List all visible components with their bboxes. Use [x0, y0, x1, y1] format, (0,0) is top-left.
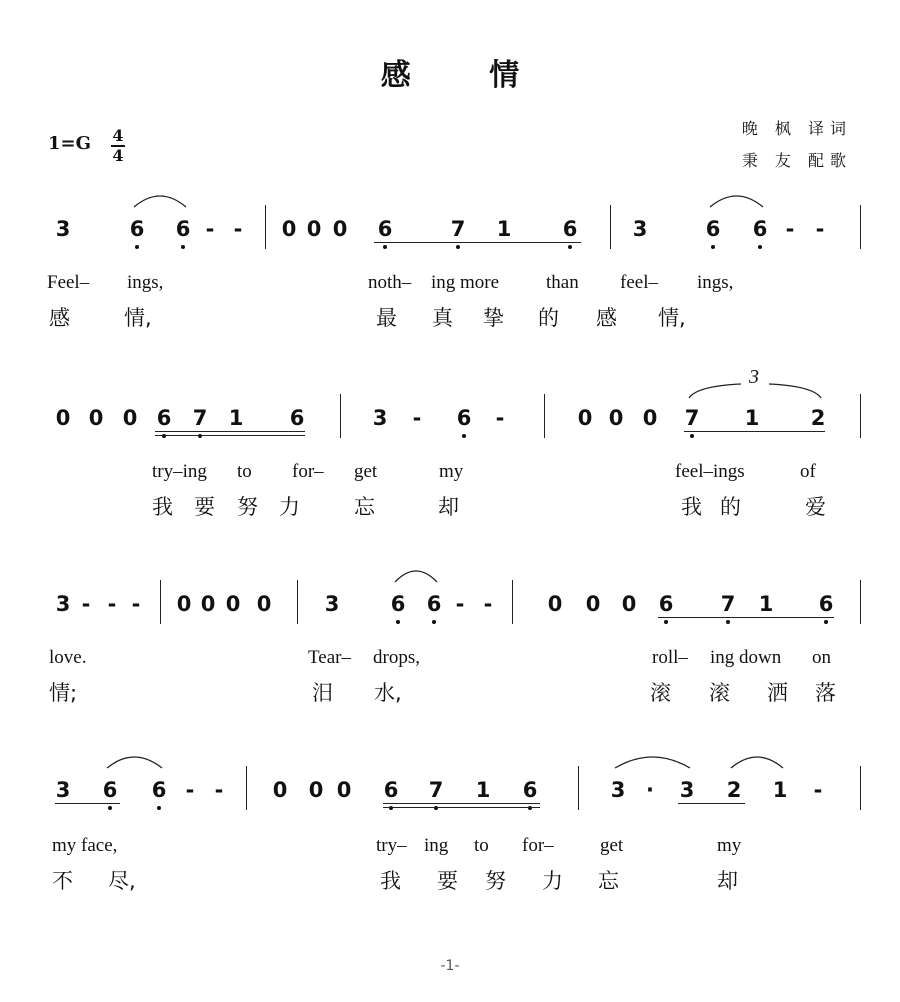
lyric-chinese: 我	[681, 495, 702, 519]
note: 6	[156, 406, 172, 430]
note: 1	[228, 406, 244, 430]
note: 3	[324, 592, 340, 616]
note: 0	[642, 406, 658, 430]
lyric-chinese: 滚	[650, 681, 671, 705]
tie-slur	[393, 564, 439, 584]
lyric-chinese: 忘	[598, 869, 619, 893]
lyric-chinese: 力	[542, 869, 563, 893]
lyric-english: on	[812, 647, 831, 668]
lyric-english: my face,	[52, 835, 118, 856]
lyric-chinese: 力	[279, 495, 300, 519]
note: 6	[705, 217, 721, 241]
note: 3	[679, 778, 695, 802]
lyric-english: to	[474, 835, 489, 856]
hold-dash: -	[205, 217, 215, 241]
note: 3	[55, 778, 71, 802]
lyric-chinese: 汨	[312, 681, 333, 705]
note: 2	[726, 778, 742, 802]
lyric-english: try–	[376, 835, 407, 856]
hold-dash: -	[107, 592, 117, 616]
hold-dash: -	[131, 592, 141, 616]
lyric-english: noth–	[368, 272, 412, 293]
note: 0	[55, 406, 71, 430]
note: 0	[577, 406, 593, 430]
lyric-english: Tear–	[308, 647, 351, 668]
note: 1	[496, 217, 512, 241]
note: 6	[151, 778, 167, 802]
note: 6	[390, 592, 406, 616]
lyric-chinese: 要	[194, 495, 215, 519]
lyric-english: try–ing	[152, 461, 207, 482]
barline	[860, 580, 861, 624]
note: 6	[522, 778, 538, 802]
note: 0	[308, 778, 324, 802]
note: 0	[225, 592, 241, 616]
lyric-english: than	[546, 272, 579, 293]
lyric-english: roll–	[652, 647, 688, 668]
low-octave-dot	[135, 245, 139, 249]
hold-dash: -	[815, 217, 825, 241]
note: 1	[758, 592, 774, 616]
hold-dash: -	[412, 406, 422, 430]
lyric-chinese: 真	[432, 306, 453, 330]
lyric-english: to	[237, 461, 252, 482]
lyric-chinese: 情,	[658, 306, 686, 330]
tie-slur	[105, 750, 164, 770]
tie-slur	[132, 189, 188, 209]
low-octave-dot	[568, 245, 572, 249]
lyric-english: ing	[424, 835, 449, 856]
note: 2	[810, 406, 826, 430]
note: 6	[377, 217, 393, 241]
note: 6	[426, 592, 442, 616]
note: 3	[372, 406, 388, 430]
note: 0	[608, 406, 624, 430]
barline	[265, 205, 266, 249]
lyric-english: ing down	[710, 647, 782, 668]
note: 0	[281, 217, 297, 241]
key-signature: 1=G	[48, 133, 91, 154]
lyric-chinese: 的	[720, 495, 741, 519]
lyric-english: my	[439, 461, 464, 482]
note: 6	[129, 217, 145, 241]
lyric-english: drops,	[373, 647, 420, 668]
lyric-english: get	[354, 461, 378, 482]
barline	[610, 205, 611, 249]
note: 0	[585, 592, 601, 616]
low-octave-dot	[690, 434, 694, 438]
arranger-credit: 秉 友 配歌	[741, 151, 852, 170]
lyric-chinese: 忘	[354, 495, 375, 519]
beam-underline	[155, 435, 305, 436]
note: 7	[720, 592, 736, 616]
hold-dash: -	[185, 778, 195, 802]
lyric-english: of	[800, 461, 816, 482]
low-octave-dot	[383, 245, 387, 249]
lyric-english: ings,	[697, 272, 734, 293]
tie-slur	[613, 750, 692, 770]
note: 0	[336, 778, 352, 802]
hold-dash: -	[233, 217, 243, 241]
lyric-chinese: 挚	[483, 306, 504, 330]
lyric-chinese: 却	[717, 869, 738, 893]
time-signature-top: 4	[112, 126, 124, 145]
triplet-number: 3	[749, 366, 759, 388]
hold-dash: -	[483, 592, 493, 616]
note: 6	[818, 592, 834, 616]
lyricist-credit: 晚 枫 译词	[741, 119, 852, 138]
note: ·	[646, 778, 654, 802]
barline	[160, 580, 161, 624]
note: 6	[658, 592, 674, 616]
note: 0	[176, 592, 192, 616]
note: 3	[55, 217, 71, 241]
barline	[340, 394, 341, 438]
note: 0	[332, 217, 348, 241]
lyric-chinese: 情,	[124, 306, 152, 330]
barline	[512, 580, 513, 624]
barline	[246, 766, 247, 810]
note: 0	[88, 406, 104, 430]
lyric-english: ing more	[431, 272, 500, 293]
low-octave-dot	[711, 245, 715, 249]
low-octave-dot	[462, 434, 466, 438]
low-octave-dot	[726, 620, 730, 624]
lyric-chinese: 我	[152, 495, 173, 519]
lyric-english: ings,	[127, 272, 164, 293]
barline	[544, 394, 545, 438]
note: 7	[450, 217, 466, 241]
low-octave-dot	[824, 620, 828, 624]
beam-underline	[383, 807, 540, 808]
note: 0	[122, 406, 138, 430]
note: 0	[200, 592, 216, 616]
note: 0	[256, 592, 272, 616]
page-number: -1-	[440, 958, 460, 974]
low-octave-dot	[108, 806, 112, 810]
low-octave-dot	[758, 245, 762, 249]
lyric-chinese: 情;	[49, 681, 78, 705]
hold-dash: -	[81, 592, 91, 616]
beam-underline	[55, 803, 120, 804]
lyric-chinese: 的	[538, 306, 559, 330]
barline	[860, 766, 861, 810]
lyric-english: for–	[292, 461, 324, 482]
lyric-english: for–	[522, 835, 554, 856]
note: 6	[289, 406, 305, 430]
lyric-chinese: 最	[376, 306, 397, 330]
note: 0	[621, 592, 637, 616]
note: 6	[562, 217, 578, 241]
note: 3	[55, 592, 71, 616]
lyric-english: get	[600, 835, 624, 856]
note: 1	[475, 778, 491, 802]
beam-underline	[374, 242, 581, 243]
lyric-english: love.	[49, 647, 87, 668]
tie-slur	[708, 189, 765, 209]
low-octave-dot	[664, 620, 668, 624]
lyric-english: feel–	[620, 272, 658, 293]
note: 6	[102, 778, 118, 802]
barline	[578, 766, 579, 810]
note: 7	[428, 778, 444, 802]
lyric-chinese: 感	[49, 306, 70, 330]
lyric-chinese: 尽,	[108, 869, 136, 893]
hold-dash: -	[455, 592, 465, 616]
note: 7	[192, 406, 208, 430]
barline	[860, 205, 861, 249]
low-octave-dot	[157, 806, 161, 810]
time-signature	[110, 127, 126, 165]
lyric-english: feel–ings	[675, 461, 745, 482]
hold-dash: -	[495, 406, 505, 430]
lyric-chinese: 爱	[805, 495, 826, 519]
lyric-chinese: 却	[438, 495, 459, 519]
note: 1	[772, 778, 788, 802]
tie-slur	[729, 750, 785, 770]
low-octave-dot	[181, 245, 185, 249]
barline	[860, 394, 861, 438]
barline	[297, 580, 298, 624]
note: 6	[383, 778, 399, 802]
lyric-english: my	[717, 835, 742, 856]
lyric-chinese: 努	[485, 869, 506, 893]
beam-underline	[684, 431, 825, 432]
lyric-chinese: 水,	[374, 681, 402, 705]
note: 6	[175, 217, 191, 241]
lyric-chinese: 我	[380, 869, 401, 893]
beam-underline	[155, 431, 305, 432]
time-signature-bottom: 4	[112, 146, 124, 165]
lyric-chinese: 洒	[767, 681, 788, 705]
low-octave-dot	[456, 245, 460, 249]
lyric-chinese: 滚	[709, 681, 730, 705]
lyric-chinese: 感	[596, 306, 617, 330]
beam-underline	[383, 803, 540, 804]
lyric-chinese: 不	[52, 869, 73, 893]
note: 3	[610, 778, 626, 802]
note: 6	[752, 217, 768, 241]
note: 7	[684, 406, 700, 430]
note: 1	[744, 406, 760, 430]
lyric-chinese: 落	[815, 681, 836, 705]
low-octave-dot	[396, 620, 400, 624]
beam-underline	[678, 803, 745, 804]
song-title: 感 情	[380, 58, 554, 93]
note: 0	[272, 778, 288, 802]
note: 0	[306, 217, 322, 241]
lyric-chinese: 要	[437, 869, 458, 893]
note: 3	[632, 217, 648, 241]
beam-underline	[658, 617, 834, 618]
low-octave-dot	[432, 620, 436, 624]
note: 0	[547, 592, 563, 616]
note: 6	[456, 406, 472, 430]
lyric-english: Feel–	[47, 272, 90, 293]
hold-dash: -	[785, 217, 795, 241]
hold-dash: -	[214, 778, 224, 802]
hold-dash: -	[813, 778, 823, 802]
lyric-chinese: 努	[237, 495, 258, 519]
